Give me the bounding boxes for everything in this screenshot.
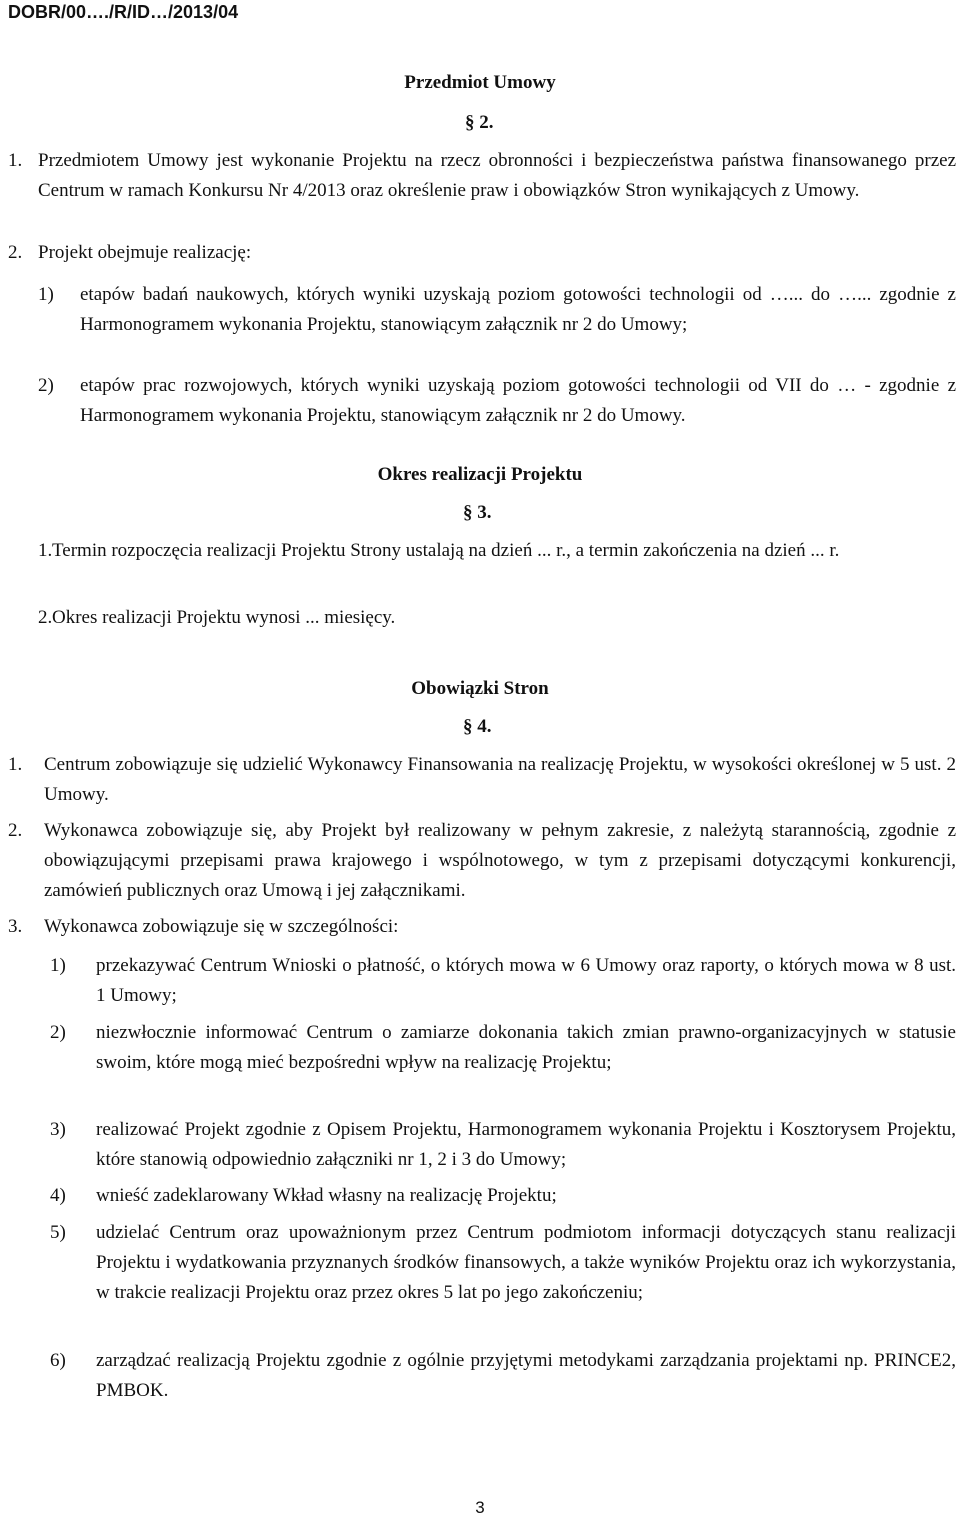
paragraph-text: Centrum zobowiązuje się udzielić Wykonawcy Finansowania na realizację Projektu, w wysokości określonej w 5 ust. 2 Umowy. — [44, 754, 956, 805]
paragraph-number: 1. — [8, 754, 23, 775]
section-sign-icon: § — [463, 716, 473, 737]
list-item-text: etapów badań naukowych, których wyniki uzyskają poziom gotowości technologii od …... do …... zgodnie z Harmonogramem wykonania Projektu, stanowiącym załącznik nr 2 do Umowy; — [80, 284, 956, 335]
list-item-number: 5) — [50, 1222, 66, 1243]
list-item-number: 4) — [50, 1185, 66, 1206]
paragraph-number: 1. — [38, 540, 53, 561]
section-number: § 4. — [463, 716, 492, 737]
section-sign-icon: § — [463, 502, 473, 523]
section-title: Obowiązki Stron — [411, 678, 549, 699]
paragraph-text: Projekt obejmuje realizację: — [38, 242, 252, 263]
paragraph-text: Okres realizacji Projektu wynosi ... miesięcy. — [52, 607, 396, 628]
paragraph-text: Termin rozpoczęcia realizacji Projektu Strony ustalają na dzień ... r., a termin zakończenia na dzień ... r. — [52, 540, 840, 561]
list-item-text: niezwłocznie informować Centrum o zamiarze dokonania takich zmian prawno-organizacyjnych w statusie swoim, które mogą mieć bezpośredni wpływ na realizację Projektu; — [96, 1022, 956, 1073]
paragraph-text: Przedmiotem Umowy jest wykonanie Projektu na rzecz obronności i bezpieczeństwa państwa finansowanego przez Centrum w ramach Konkursu Nr 4/2013 oraz określenie praw i obowiązków Stron wynikających z Umowy. — [38, 150, 956, 201]
list-item-text: wnieść zadeklarowany Wkład własny na realizację Projektu; — [96, 1185, 557, 1206]
list-item-text: udzielać Centrum oraz upoważnionym przez Centrum podmiotom informacji dotyczących stanu realizacji Projektu i wydatkowania przyznanych środków finansowych, a także wyników Projektu oraz ich wykorzystania, w trakcie realizacji Projektu oraz przez okres 5 lat po jego zakończeniu; — [96, 1222, 956, 1303]
list-item-number: 6) — [50, 1350, 66, 1371]
list-item-number: 1) — [38, 284, 54, 305]
paragraph-number: 2. — [8, 242, 23, 263]
section-sign-icon: § — [465, 112, 475, 133]
paragraph-text: Wykonawca zobowiązuje się, aby Projekt był realizowany w pełnym zakresie, z należytą starannością, zgodnie z obowiązującymi przepisami prawa krajowego i wspólnotowego, w tym z przepisami dotyczącymi konkurencji, zamówień publicznych oraz Umową i jej załącznikami. — [44, 820, 956, 901]
list-item-text: zarządzać realizacją Projektu zgodnie z ogólnie przyjętymi metodykami zarządzania projektami np. PRINCE2, PMBOK. — [96, 1350, 956, 1401]
list-item-text: etapów prac rozwojowych, których wyniki uzyskają poziom gotowości technologii od VII do … - zgodnie z Harmonogramem wykonania Projektu, stanowiącym załącznik nr 2 do Umowy. — [80, 375, 956, 426]
paragraph-number: 1. — [8, 150, 23, 171]
list-item-number: 3) — [50, 1119, 66, 1140]
list-item-text: realizować Projekt zgodnie z Opisem Projektu, Harmonogramem wykonania Projektu i Kosztorysem Projektu, które stanowią odpowiednio załączniki nr 1, 2 i 3 do Umowy; — [96, 1119, 956, 1170]
paragraph-number: 3. — [8, 916, 23, 937]
section-title: Okres realizacji Projektu — [377, 464, 583, 485]
paragraph-number: 2. — [8, 820, 23, 841]
page-number: 3 — [475, 1498, 485, 1517]
section-number: § 3. — [463, 502, 492, 523]
paragraph-text: Wykonawca zobowiązuje się w szczególności: — [44, 916, 399, 937]
paragraph-number: 2. — [38, 607, 53, 628]
section-number: § 2. — [465, 112, 494, 133]
section-title: Przedmiot Umowy — [404, 72, 556, 93]
list-item-number: 1) — [50, 955, 66, 976]
list-item-number: 2) — [50, 1022, 66, 1043]
list-item-text: przekazywać Centrum Wnioski o płatność, o których mowa w 6 Umowy oraz raporty, o których mowa w 8 ust. 1 Umowy; — [96, 955, 956, 1006]
list-item-number: 2) — [38, 375, 54, 396]
document-id: DOBR/00…./R/ID…/2013/04 — [8, 2, 239, 22]
